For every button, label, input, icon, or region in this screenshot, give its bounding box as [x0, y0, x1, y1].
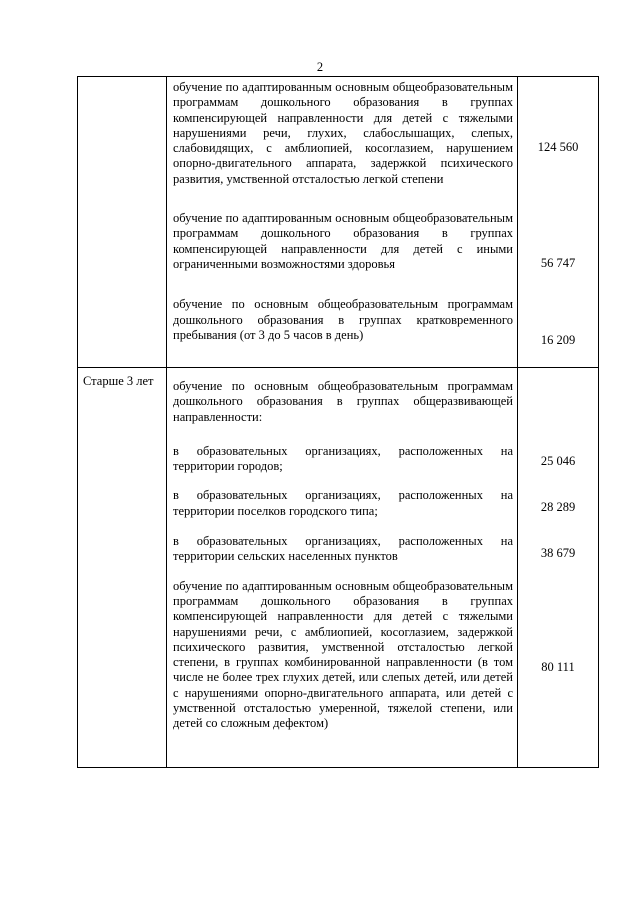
cost-norms-table — [77, 76, 599, 768]
item-description: обучение по адаптированным основным общеобразовательным программам дошкольного образования в группах компенсирующей направленности для детей с тяжелыми нарушениями речи, глухих, слабослышащих, слепых, слабовидящих, с амблиопией, косоглазием, нарушением опорно-двигательного аппарата, задержкой психического развития, умственной отсталостью легкой степени — [173, 80, 513, 186]
value-cell — [518, 368, 599, 768]
page-number: 2 — [316, 60, 324, 74]
item-value: 25 046 — [540, 454, 576, 468]
item-value: 28 289 — [540, 500, 576, 514]
item-description: обучение по основным общеобразовательным программам дошкольного образования в группах кратковременного пребывания (от 3 до 5 часов в день) — [173, 297, 513, 342]
item-description: в образовательных организациях, расположенных на территории сельских населенных пунктов — [173, 534, 513, 564]
item-value: 16 209 — [540, 333, 576, 347]
item-description: в образовательных организациях, расположенных на территории городов; — [173, 443, 513, 474]
item-value: 124 560 — [537, 140, 579, 154]
item-description: обучение по адаптированным основным общеобразовательным программам дошкольного образования в группах компенсирующей направленности для детей с иными ограниченными возможностями здоровья — [173, 211, 513, 271]
age-group-cell: Старше 3 лет — [78, 368, 167, 768]
value-cell — [518, 77, 599, 368]
item-description: обучение по основным общеобразовательным программам дошкольного образования в группах общеразвивающей направленности: — [173, 379, 513, 424]
table-row — [78, 77, 599, 368]
item-value: 38 679 — [540, 546, 576, 560]
table-row — [78, 368, 599, 768]
description-cell — [167, 368, 518, 768]
item-value: 56 747 — [540, 256, 576, 270]
item-description: в образовательных организациях, расположенных на территории поселков городского типа; — [173, 488, 513, 518]
item-value: 80 111 — [541, 660, 575, 674]
item-description: обучение по адаптированным основным общеобразовательным программам дошкольного образования в группах компенсирующей направленности для детей с тяжелыми нарушениями речи, с амблиопией, косоглазием, задержкой психического развития, умственной отсталостью легкой степени, в группах комбинированной направленности (в том числе не более трех глухих детей, или слепых детей, или детей с нарушениями опорно-двигательного аппарата, или детей с умственной отсталостью умеренной, тяжелой степени, или детей со сложным дефектом) — [173, 578, 513, 731]
age-group-cell — [78, 77, 167, 368]
description-cell — [167, 77, 518, 368]
